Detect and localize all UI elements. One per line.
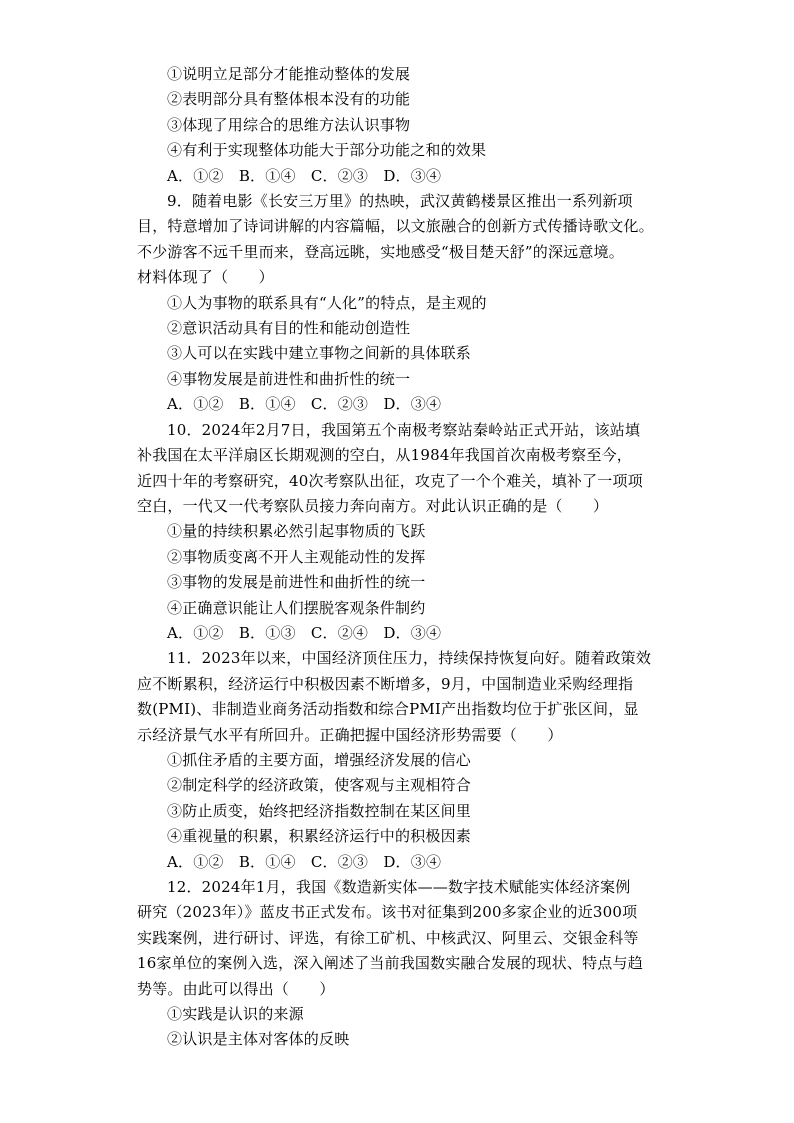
option-line: ①实践是认识的来源 [167,1005,304,1024]
option-line: ③事物的发展是前进性和曲折性的统一 [167,573,426,592]
option-line: ②制定科学的经济政策，使客观与主观相符合 [167,776,472,795]
question-stem-line: 研究（2023年）》蓝皮书正式发布。该书对征集到200多家企业的近300项 [137,903,638,922]
option-line: ②认识是主体对客体的反映 [167,1030,350,1049]
question-stem-line: 实践案例，进行研讨、评选，有徐工矿机、中核武汉、阿里云、交银金科等 [137,928,639,947]
question-stem-line: 目，特意增加了诗词讲解的内容篇幅，以文旅融合的创新方式传播诗歌文化。 [137,217,654,236]
question-stem-line: 示经济景气水平有所回升。正确把握中国经济形势需要（ ） [137,725,563,744]
answer-choices: A．①② B．①③ C．②④ D．③④ [167,623,442,642]
answer-choices: A．①② B．①④ C．②③ D．③④ [167,166,442,185]
option-line: ①量的持续积累必然引起事物质的飞跃 [167,522,426,541]
option-line: ①抓住矛盾的主要方面，增强经济发展的信心 [167,750,472,769]
option-line: ④事物发展是前进性和曲折性的统一 [167,369,411,388]
option-line: ②表明部分具有整体根本没有的功能 [167,90,411,109]
question-9 [137,189,673,418]
question-stem-line: 势等。由此可以得出（ ） [137,979,335,998]
question-stem-line: 12．2024年1月，我国《数造新实体——数字技术赋能实体经济案例 [167,878,631,896]
option-line: ①说明立足部分才能推动整体的发展 [167,65,411,83]
question-10 [137,418,673,647]
option-line: ③防止质变，始终把经济指数控制在某区间里 [167,801,472,820]
question-stem-line: 不少游客不远千里而来，登高远眺，实地感受“极目楚天舒”的深远意境。 [137,242,624,261]
option-line: ②事物质变离不开人主观能动性的发挥 [167,547,426,566]
option-line: ③体现了用综合的思维方法认识事物 [167,115,411,134]
question-stem-line: 应不断累积，经济运行中积极因素不断增多，9月，中国制造业采购经理指 [137,674,634,693]
question-stem-line: 9．随着电影《长安三万里》的热映，武汉黄鹤楼景区推出一系列新项 [167,192,633,211]
question-stem-line: 数(PMI)、非制造业商务活动指数和综合PMI产出指数均位于扩张区间，显 [137,700,639,719]
question-stem-line: 材料体现了（ ） [137,268,274,287]
question-stem-line: 近四十年的考察研究，40次考察队出征，攻克了一个个难关，填补了一项项 [137,471,643,490]
question-stem-line: 空白，一代又一代考察队员接力奔向南方。对此认识正确的是（ ） [137,496,609,515]
option-line: ③人可以在实践中建立事物之间新的具体联系 [167,344,472,363]
option-line: ④正确意识能让人们摆脱客观条件制约 [167,598,426,617]
question-12 [137,875,673,1053]
document-page [137,62,673,1053]
question-11 [137,646,673,875]
answer-choices: A．①② B．①④ C．②③ D．③④ [167,395,442,414]
prev-question [137,62,673,189]
question-stem-line: 补我国在太平洋扇区长期观测的空白，从1984年我国首次南极考察至今， [137,446,632,465]
option-line: ④有利于实现整体功能大于部分功能之和的效果 [167,141,487,160]
question-stem-line: 10．2024年2月7日，我国第五个南极考察站秦岭站正式开站，该站填 [167,420,641,439]
option-line: ①人为事物的联系具有“人化”的特点，是主观的 [167,293,487,312]
option-line: ④重视量的积累，积累经济运行中的积极因素 [167,827,472,846]
question-stem-line: 11．2023年以来，中国经济顶住压力，持续保持恢复向好。随着政策效 [167,649,652,668]
option-line: ②意识活动具有目的性和能动创造性 [167,319,411,338]
question-stem-line: 16家单位的案例入选，深入阐述了当前我国数实融合发展的现状、特点与趋 [137,954,643,973]
answer-choices: A．①② B．①④ C．②③ D．③④ [167,852,442,871]
